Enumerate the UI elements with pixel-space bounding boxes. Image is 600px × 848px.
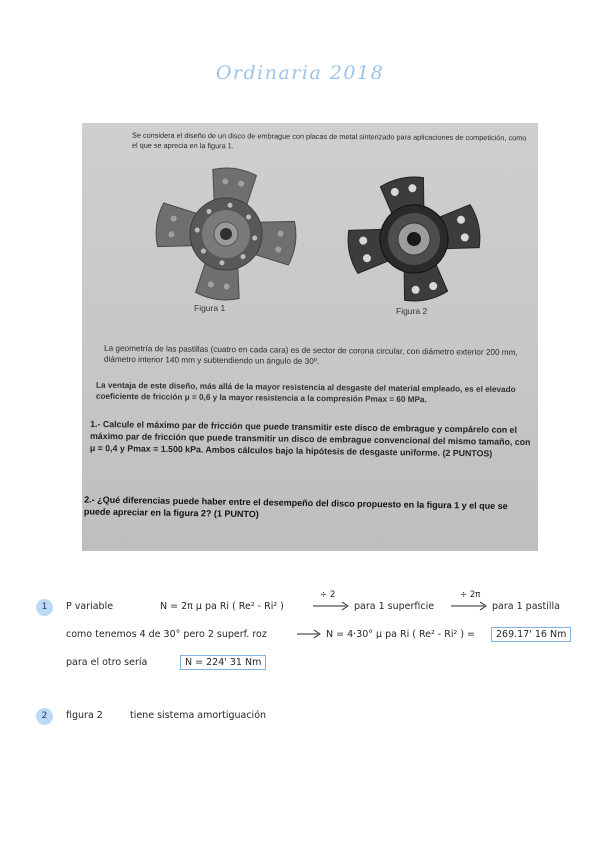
arrow-right-icon [312,601,350,611]
answer-1-result-1: 269.17' 16 Nm [491,627,571,642]
clutch-disc-figure-1 [148,167,304,301]
problem-photo [82,123,538,551]
problem-geometry: La geometría de las pastillas (cuatro en cada cara) es de sector de corona circular, con diámetro exterior 200 mm, diámetro interior 140 mm y subtendiendo un ángulo de 30º. [103,343,518,367]
problem-advantage: La ventaja de este diseño, más allá de la mayor resistencia al desgaste del material empleado, es el elevado coeficiente de fricción μ = 0,6 y la mayor resistencia a la compresión Pmax = 60 MPa. [95,380,516,405]
answer-1-step1: para 1 superficie [354,601,435,612]
answer-1-step2: para 1 pastilla [492,601,560,612]
answer-2-text: tiene sistema amortiguación [130,710,267,721]
answer-1-line2-text: como tenemos 4 de 30° pero 2 superf. roz [66,629,267,640]
question-1: 1.- Calcule el máximo par de fricción que puede transmitir este disco de embrague y compárelo con el máximo par de fricción que puede transmitir un disco de embrague convencional del mismo tamaño, con μ = 0,4 y Pmax = 1.500 kPa. Ambos cálculos bajo la hipótesis de desgaste uniforme. (2 PUNTOS) [89,418,531,459]
clutch-disc-figure-2 [340,175,488,303]
answer-1-label: P variable [66,601,114,612]
figure-2-caption: Figura 2 [396,306,428,316]
arrow-1-label: ÷ 2 [320,590,336,600]
arrow-2-label: ÷ 2π [460,590,481,600]
answer-2-label: figura 2 [66,710,103,721]
answer-1-number: 1 [36,599,53,616]
answer-1-line3-text: para el otro sería [66,657,148,668]
answer-1-line2-formula: N = 4·30° μ pa Ri ( Re² - Ri² ) = [326,629,475,640]
figure-1-caption: Figura 1 [194,303,226,313]
problem-intro: Se considera el diseño de un disco de embrague con placas de metal sinterizado para aplicaciones de competición, como el que se aprecia en la figura 1. [131,130,527,151]
arrow-right-icon [450,601,488,611]
page-title: Ordinaria 2018 [215,62,385,84]
question-2: 2.- ¿Qué diferencias puede haber entre el desempeño del disco propuesto en la figura 1 y el que se puede apreciar en la figura 2? (1 PUNTO) [83,494,508,520]
arrow-right-icon [296,629,322,639]
answer-2-number: 2 [36,708,53,725]
answer-1-result-2: N = 224' 31 Nm [180,655,266,670]
answer-1-formula: N = 2π μ pa Ri ( Re² - Ri² ) [160,601,284,612]
